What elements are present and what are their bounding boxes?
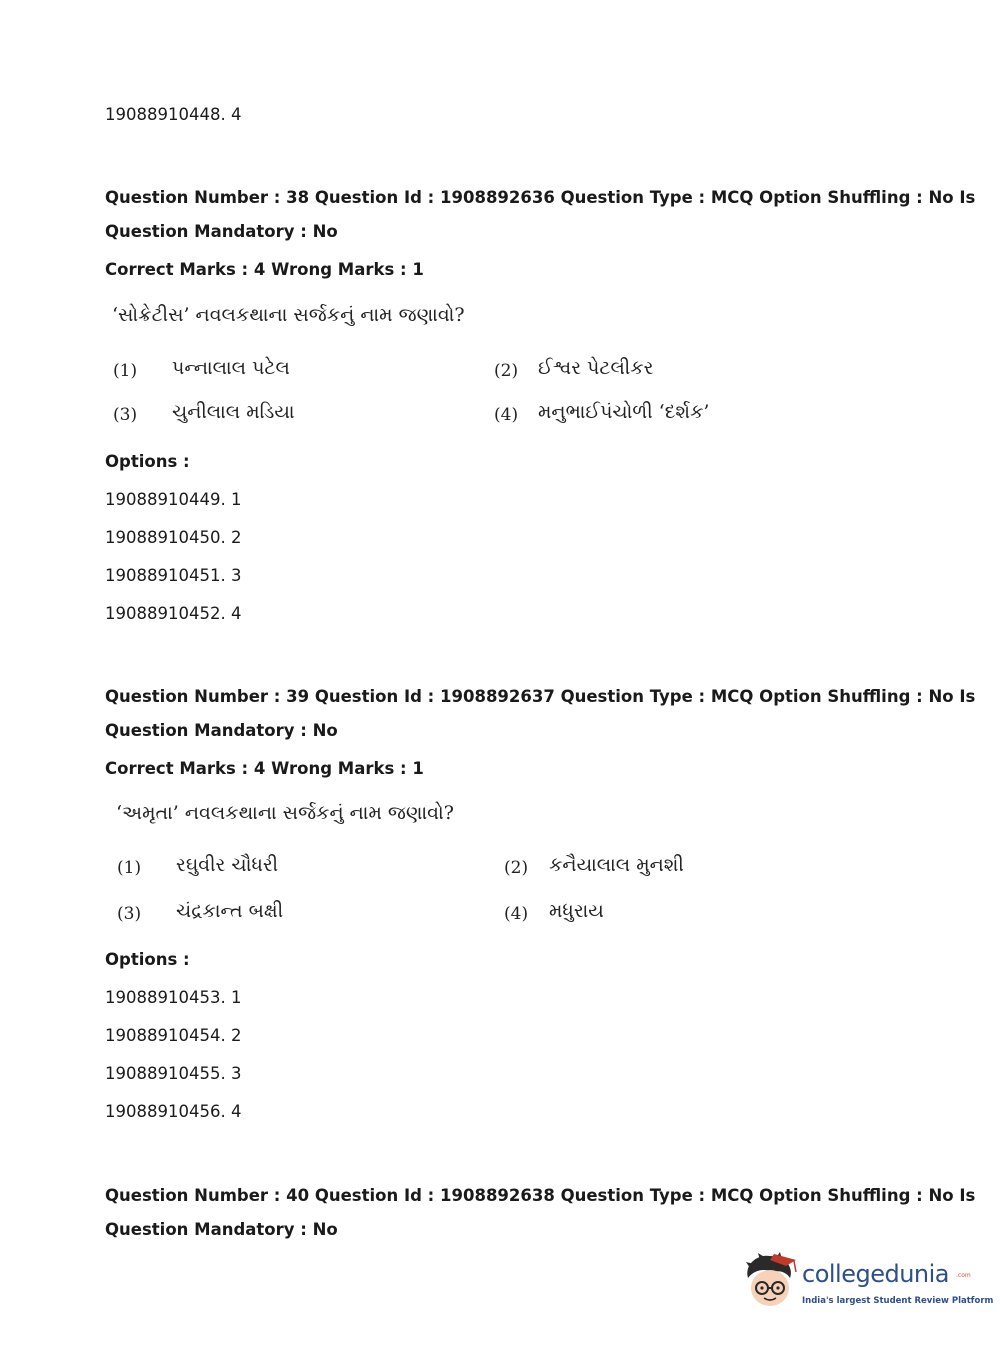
option-line: 19088910454. 2 xyxy=(105,1026,242,1045)
choice-text: કનૈયાલાલ મુનશી xyxy=(549,854,684,876)
choice-text: રઘુવીર ચૌધરી xyxy=(176,854,279,876)
question-header-line1: Question Number : 39 Question Id : 1908892637 Question Type : MCQ Option Shuffling : No Is xyxy=(105,687,976,706)
question-header-line2: Question Mandatory : No xyxy=(105,721,338,740)
choice-number: (1) xyxy=(117,858,142,878)
choice-text: મધુરાય xyxy=(549,900,604,922)
choice-number: (3) xyxy=(113,405,138,425)
logo-tagline: India's largest Student Review Platform xyxy=(802,1296,994,1306)
logo-domain-suffix: .com xyxy=(956,1272,971,1279)
options-label: Options : xyxy=(105,950,190,969)
collegedunia-logo xyxy=(740,1250,994,1314)
question-header-line2: Question Mandatory : No xyxy=(105,1220,338,1239)
option-line: 19088910452. 4 xyxy=(105,604,242,623)
question-header-line2: Question Mandatory : No xyxy=(105,222,338,241)
options-label: Options : xyxy=(105,452,190,471)
choice-number: (4) xyxy=(494,405,519,425)
choice-number: (3) xyxy=(117,904,142,924)
option-line: 19088910450. 2 xyxy=(105,528,242,547)
choice-number: (2) xyxy=(494,361,519,381)
question-marks: Correct Marks : 4 Wrong Marks : 1 xyxy=(105,260,424,279)
choice-number: (4) xyxy=(504,904,529,924)
option-line: 19088910456. 4 xyxy=(105,1102,242,1121)
previous-option-line: 19088910448. 4 xyxy=(105,105,242,124)
option-line: 19088910449. 1 xyxy=(105,490,242,509)
question-header-line1: Question Number : 38 Question Id : 1908892636 Question Type : MCQ Option Shuffling : No Is xyxy=(105,188,976,207)
option-line: 19088910455. 3 xyxy=(105,1064,242,1083)
question-text: ‘સોક્રેટીસ’ નવલકથાના સર્જકનું નામ જણાવો? xyxy=(112,304,465,326)
choice-number: (1) xyxy=(113,361,138,381)
choice-text: મનુભાઈપંચોળી ‘દર્શક’ xyxy=(538,401,710,423)
choice-text: ચુનીલાલ મડિયા xyxy=(172,401,295,423)
question-marks: Correct Marks : 4 Wrong Marks : 1 xyxy=(105,759,424,778)
question-text: ‘અમૃતા’ નવલકથાના સર્જકનું નામ જણાવો? xyxy=(116,802,454,824)
question-header-line1: Question Number : 40 Question Id : 1908892638 Question Type : MCQ Option Shuffling : No Is xyxy=(105,1186,976,1205)
choice-number: (2) xyxy=(504,858,529,878)
choice-text: ચંદ્રકાન્ત બક્ષી xyxy=(176,900,284,922)
student-mascot-icon xyxy=(740,1250,800,1312)
choice-text: પન્નાલાલ પટેલ xyxy=(172,357,290,379)
choice-text: ઈશ્વર પેટલીકર xyxy=(538,357,654,379)
option-line: 19088910451. 3 xyxy=(105,566,242,585)
option-line: 19088910453. 1 xyxy=(105,988,242,1007)
logo-brand-text: collegedunia xyxy=(802,1260,950,1288)
